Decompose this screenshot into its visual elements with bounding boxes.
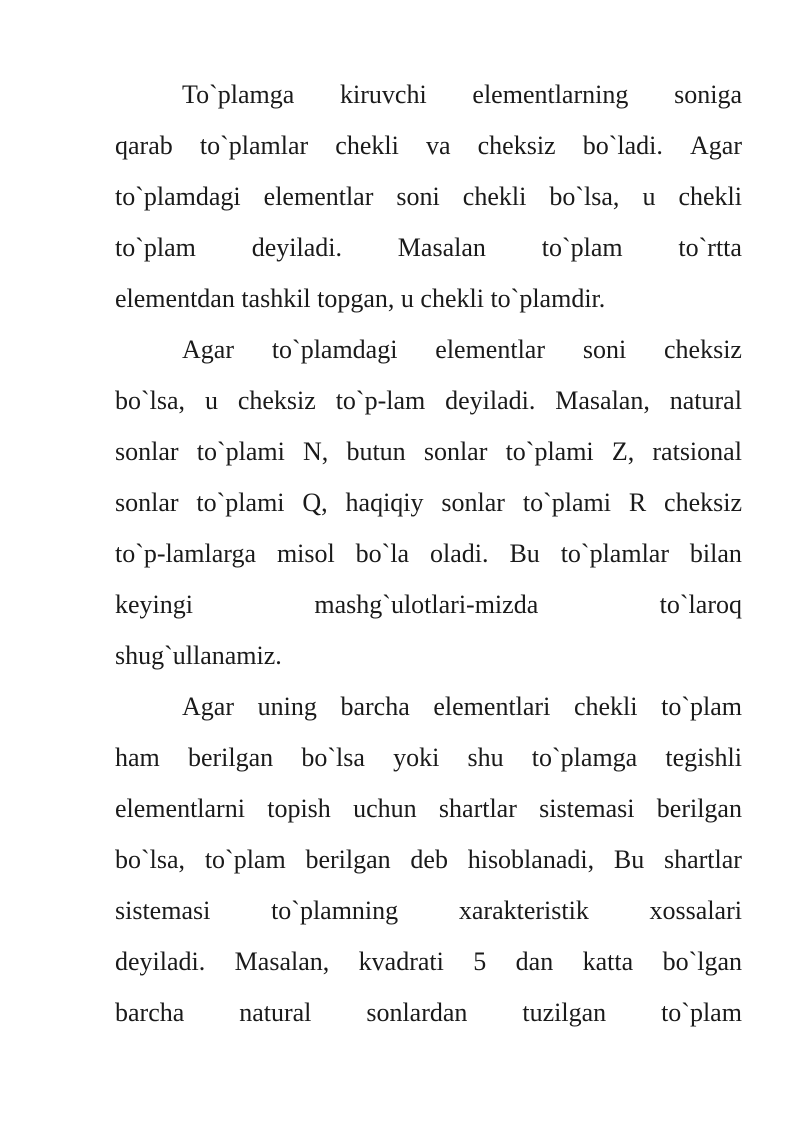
word: deb bbox=[410, 845, 448, 874]
word: to`plamning bbox=[271, 896, 399, 925]
word: to`plam bbox=[115, 233, 196, 262]
word: xossalari bbox=[649, 896, 742, 925]
word: soni bbox=[396, 182, 440, 211]
word: oladi. bbox=[430, 539, 489, 568]
word: bo`ladi. bbox=[582, 131, 663, 160]
word: yoki bbox=[393, 743, 440, 772]
word: to`p-lamlarga bbox=[115, 539, 257, 568]
word: qarab bbox=[115, 131, 173, 160]
word: Z, bbox=[611, 437, 635, 466]
word: sonlar bbox=[115, 488, 179, 517]
word: to`plam bbox=[541, 233, 623, 262]
word: to`plamga bbox=[531, 743, 638, 772]
word: to`plamlar bbox=[199, 131, 309, 160]
word: butun bbox=[346, 437, 406, 466]
word: To`plamga bbox=[182, 80, 295, 109]
word: cheksiz bbox=[664, 488, 742, 517]
text-line bbox=[115, 381, 742, 421]
word: tegishli bbox=[665, 743, 742, 772]
word: sonlar bbox=[423, 437, 488, 466]
word: sonlar bbox=[441, 488, 505, 517]
word: uning bbox=[257, 692, 317, 721]
word: elementlar bbox=[435, 335, 545, 364]
word: shartlar bbox=[438, 794, 517, 823]
word: soni bbox=[582, 335, 627, 364]
text-line bbox=[115, 126, 742, 166]
word: elementlari bbox=[433, 692, 551, 721]
word: topish bbox=[267, 794, 331, 823]
word: Agar bbox=[690, 131, 742, 160]
word: elementlar bbox=[263, 182, 374, 211]
text-line: shug`ullanamiz. bbox=[115, 641, 282, 670]
word: kvadrati bbox=[358, 947, 444, 976]
word: elementlarni bbox=[115, 794, 245, 823]
text-line bbox=[115, 585, 742, 625]
word: chekli bbox=[335, 131, 399, 160]
word: bo`lsa, bbox=[549, 182, 620, 211]
word: sistemasi bbox=[115, 896, 211, 925]
word: cheksiz bbox=[664, 335, 742, 364]
word: mashg`ulotlari-mizda bbox=[314, 590, 539, 619]
word: bo`lsa, bbox=[115, 386, 186, 415]
word: hisoblanadi, bbox=[467, 845, 595, 874]
word: Q, bbox=[302, 488, 328, 517]
word: shu bbox=[467, 743, 504, 772]
word: misol bbox=[276, 539, 335, 568]
text-line bbox=[115, 840, 742, 880]
word: berilgan bbox=[305, 845, 391, 874]
text-line bbox=[182, 75, 742, 115]
text-line bbox=[115, 891, 742, 931]
text-line bbox=[182, 687, 742, 727]
text-line bbox=[115, 738, 742, 778]
word: to`p-lam bbox=[335, 386, 426, 415]
word: shartlar bbox=[663, 845, 742, 874]
word: Bu bbox=[613, 845, 645, 874]
word: sonlardan bbox=[366, 998, 468, 1027]
word: soniga bbox=[674, 80, 742, 109]
word: to`plami bbox=[505, 437, 594, 466]
text-line bbox=[115, 942, 742, 982]
text-line bbox=[115, 177, 742, 217]
word: to`plamdagi bbox=[115, 182, 241, 211]
word: ham bbox=[115, 743, 160, 772]
word: deyiladi. bbox=[445, 386, 536, 415]
word: chekli bbox=[462, 182, 527, 211]
word: bo`la bbox=[355, 539, 410, 568]
word: dan bbox=[515, 947, 554, 976]
text-line: elementdan tashkil topgan, u chekli to`plamdir. bbox=[115, 284, 606, 313]
word: elementlarning bbox=[472, 80, 629, 109]
word: berilgan bbox=[187, 743, 274, 772]
word: va bbox=[425, 131, 451, 160]
word: keyingi bbox=[115, 590, 193, 619]
word: sonlar bbox=[115, 437, 179, 466]
word: to`laroq bbox=[659, 590, 742, 619]
word: to`plamlar bbox=[560, 539, 669, 568]
word: to`rtta bbox=[678, 233, 742, 262]
word: u bbox=[204, 386, 218, 415]
word: barcha bbox=[115, 998, 185, 1027]
word: to`plam bbox=[661, 692, 742, 721]
word: deyiladi. bbox=[115, 947, 206, 976]
word: bo`lgan bbox=[662, 947, 742, 976]
text-line bbox=[182, 330, 742, 370]
word: katta bbox=[582, 947, 634, 976]
word: to`plam bbox=[204, 845, 286, 874]
word: uchun bbox=[353, 794, 417, 823]
word: cheksiz bbox=[237, 386, 316, 415]
word: to`plami bbox=[196, 488, 285, 517]
word: to`plami bbox=[522, 488, 611, 517]
word: xarakteristik bbox=[458, 896, 589, 925]
word: Masalan, bbox=[555, 386, 650, 415]
word: N, bbox=[302, 437, 329, 466]
text-line bbox=[115, 432, 742, 472]
word: Bu bbox=[509, 539, 540, 568]
word: tuzilgan bbox=[522, 998, 607, 1027]
text-line bbox=[115, 534, 742, 574]
word: to`plami bbox=[196, 437, 285, 466]
text-line bbox=[115, 789, 742, 829]
word: to`plamdagi bbox=[271, 335, 398, 364]
word: chekli bbox=[573, 692, 638, 721]
word: u bbox=[642, 182, 656, 211]
word: berilgan bbox=[656, 794, 742, 823]
word: bilan bbox=[689, 539, 742, 568]
word: to`plam bbox=[661, 998, 742, 1027]
text-line bbox=[115, 483, 742, 523]
text-line bbox=[115, 993, 742, 1033]
word: bo`lsa, bbox=[115, 845, 186, 874]
word: Masalan, bbox=[234, 947, 330, 976]
word: deyiladi. bbox=[251, 233, 342, 262]
word: cheksiz bbox=[477, 131, 556, 160]
word: bo`lsa bbox=[301, 743, 365, 772]
word: chekli bbox=[678, 182, 742, 211]
word: barcha bbox=[340, 692, 410, 721]
word: natural bbox=[669, 386, 742, 415]
word: haqiqiy bbox=[345, 488, 424, 517]
word: natural bbox=[239, 998, 312, 1027]
word: kiruvchi bbox=[340, 80, 427, 109]
text-line bbox=[115, 228, 742, 268]
word: Masalan bbox=[397, 233, 486, 262]
word: ratsional bbox=[652, 437, 742, 466]
word: sistemasi bbox=[539, 794, 635, 823]
word: R bbox=[628, 488, 647, 517]
word: Agar bbox=[182, 335, 234, 364]
word: Agar bbox=[182, 692, 234, 721]
word: 5 bbox=[473, 947, 487, 976]
